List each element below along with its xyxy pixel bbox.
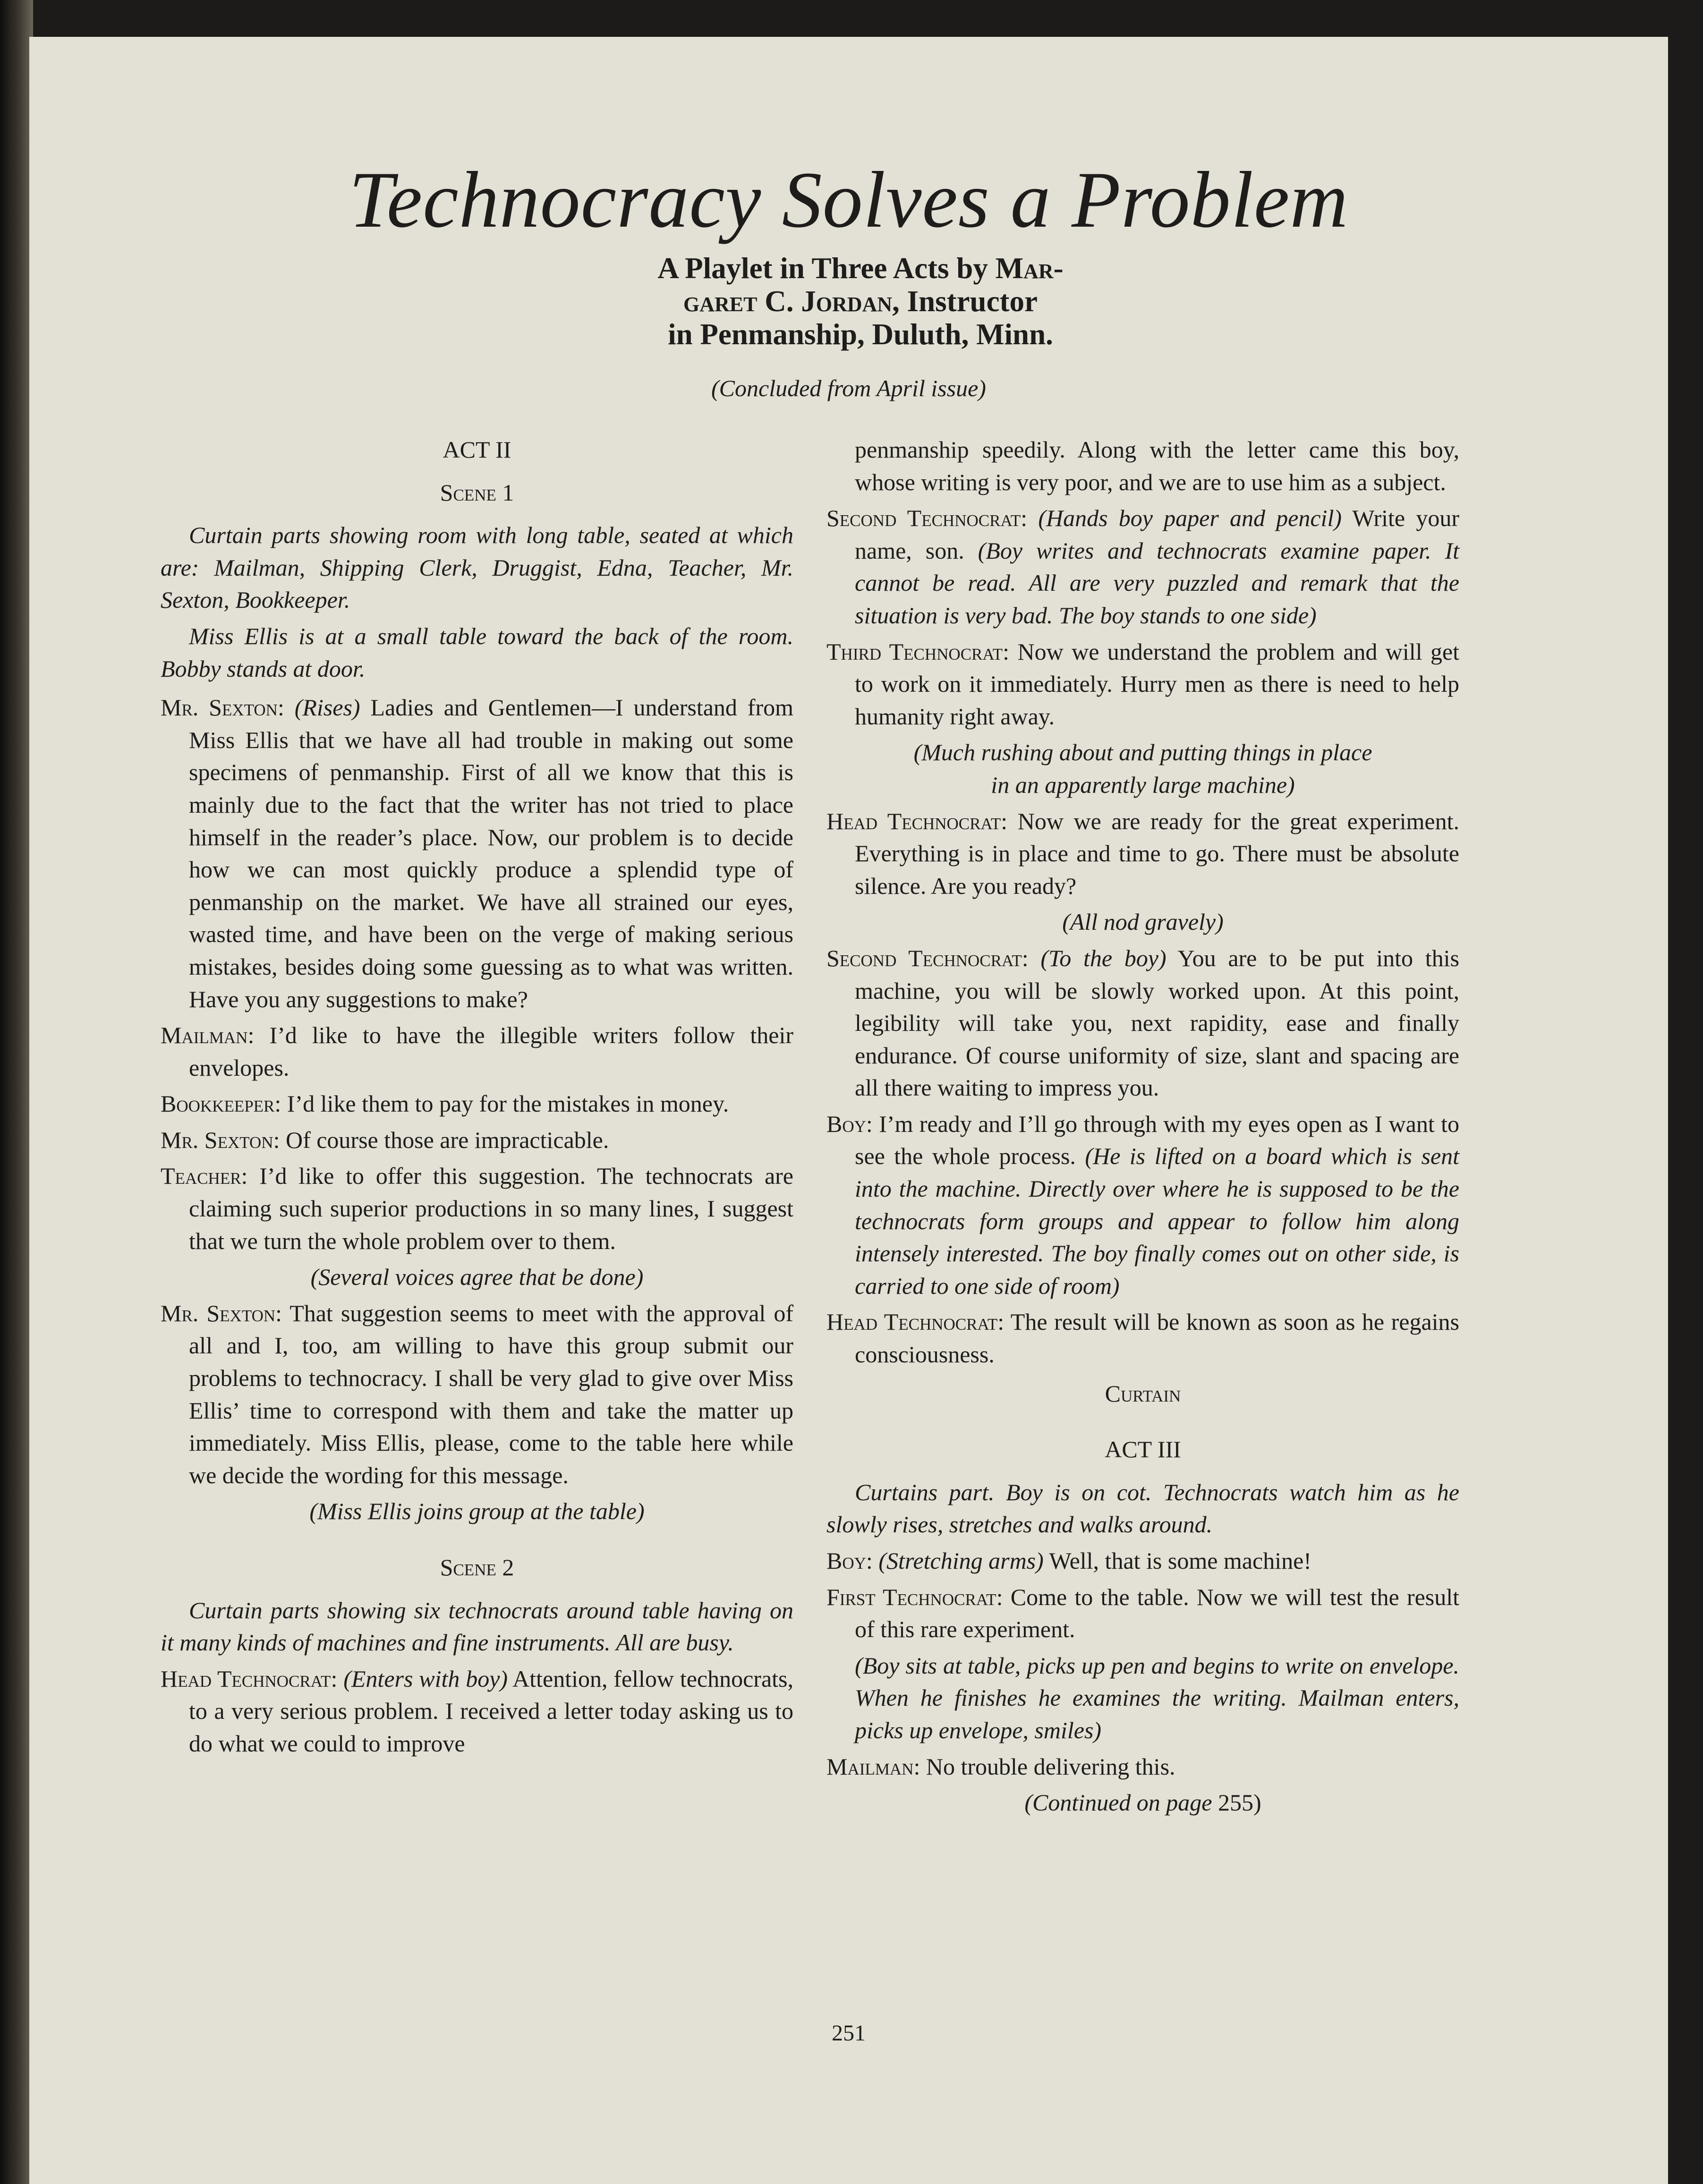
dialogue-line: Mr. Sexton: Of course those are impracticable.: [161, 1126, 609, 1153]
stage-direction: (Much rushing about and putting things in place: [913, 739, 1372, 766]
stage-direction: (He is lifted on a board which is sent into the machine. Directly over where he is supposed to be the technocrats form groups and appear to follow him along intensely interested. The boy finally comes out on other side, is carried to one side of room): [855, 1143, 1459, 1299]
stage-direction: (All nod gravely): [1062, 909, 1224, 935]
book-spine: [0, 0, 33, 2184]
byline-line-3: in Penmanship, Duluth, Minn.: [668, 318, 1053, 351]
byline: [587, 252, 1134, 351]
dialogue-line: Second Technocrat: (To the boy) You are to be put into this machine, you will be slowly worked upon. At this point, legibility will take you, next rapidity, ease and finally endurance. Of course uniformity of size, slant and spacing are all there waiting to impress you.: [826, 944, 1459, 1101]
speaker-name: First Technocrat:: [826, 1583, 1003, 1610]
dialogue-line: Mr. Sexton: (Rises) Ladies and Gentlemen—I understand from Miss Ellis that we have all had trouble in making out some specimens of penmanship. First of all we know that this is mainly due to the fact that the writer has not tried to place himself in the reader’s place. Now, our problem is to decide how we can most quickly produce a splendid type of penmanship on the market. We have all strained our eyes, wasted time, and have been on the verge of making serious mistakes, besides doing some guessing as to what was written. Have you any suggestions to make?: [161, 694, 793, 1012]
dialogue-line: Teacher: I’d like to offer this suggestion. The technocrats are claiming such superior productions in so many lines, I suggest that we turn the whole problem over to them.: [161, 1163, 793, 1254]
speaker-name: Boy:: [826, 1110, 873, 1137]
stage-direction: Curtain parts showing six technocrats around table having on it many kinds of machines and fine instruments. All are busy.: [161, 1597, 793, 1656]
speaker-name: Bookkeeper:: [161, 1090, 281, 1117]
speaker-name: Second Technocrat:: [826, 505, 1028, 532]
byline-line-1: A Playlet in Three Acts by Mar-: [657, 252, 1064, 285]
magazine-page: [29, 37, 1668, 2184]
dialogue-line: Head Technocrat: Now we are ready for the great experiment. Everything is in place and time to go. There must be absolute silence. Are you ready?: [826, 807, 1459, 899]
dialogue-line: Bookkeeper: I’d like them to pay for the mistakes in money.: [161, 1090, 729, 1117]
stage-direction: (Boy writes and technocrats examine paper. It cannot be read. All are very puzzled and remark that the situation is very bad. The boy stands to one side): [855, 537, 1459, 629]
speaker-name: Mailman:: [161, 1022, 255, 1049]
dialogue-line: Mailman: No trouble delivering this.: [826, 1753, 1175, 1780]
byline-line-2: garet C. Jordan, Instructor: [683, 285, 1038, 318]
stage-direction: (To the boy): [1040, 944, 1167, 971]
dialogue-line: Boy: I’m ready and I’ll go through with my eyes open as I want to see the whole process. (He is lifted on a board which is sent into the machine. Directly over where he is supposed to be the technocrats form groups and appear to follow him along intensely interested. The boy finally comes out on other side, is carried to one side of room): [826, 1110, 1459, 1299]
dialogue-line: Second Technocrat: (Hands boy paper and pencil) Write your name, son. (Boy writes and technocrats examine paper. It cannot be read. All are very puzzled and remark that the situation is very bad. The boy stands to one side): [826, 505, 1459, 629]
speaker-name: Head Technocrat:: [161, 1665, 338, 1692]
stage-direction: (Miss Ellis joins group at the table): [309, 1498, 645, 1525]
speaker-name: Teacher:: [161, 1163, 248, 1190]
dialogue-line: Mailman: I’d like to have the illegible writers follow their envelopes.: [161, 1022, 793, 1081]
stage-direction: (Rises): [294, 694, 360, 721]
speaker-name: Mailman:: [826, 1753, 920, 1780]
speaker-name: Mr. Sexton:: [161, 694, 284, 721]
continued-note: (Continued on page 255): [1024, 1789, 1261, 1816]
scene-heading: Scene 1: [440, 479, 514, 506]
stage-direction: (Hands boy paper and pencil): [1038, 505, 1342, 532]
curtain-heading: Curtain: [1105, 1380, 1181, 1407]
stage-direction: (Enters with boy): [343, 1665, 508, 1692]
speaker-name: Head Technocrat:: [826, 807, 1008, 834]
scene-heading: Scene 2: [440, 1554, 514, 1581]
act-heading: ACT III: [1105, 1436, 1181, 1463]
speaker-name: Mr. Sexton:: [161, 1126, 280, 1153]
speaker-name: Mr. Sexton:: [161, 1300, 282, 1326]
stage-direction: Miss Ellis is at a small table toward the back of the room. Bobby stands at door.: [161, 622, 793, 682]
stage-direction: Curtains part. Boy is on cot. Technocrats watch him as he slowly rises, stretches and walks around.: [826, 1479, 1459, 1538]
article-title: Technocracy Solves a Problem: [349, 155, 1349, 244]
dialogue-line: First Technocrat: Come to the table. Now we will test the result of this rare experiment.: [826, 1583, 1460, 1643]
stage-direction: (Several voices agree that be done): [310, 1264, 644, 1291]
dialogue-continuation: penmanship speedily. Along with the letter came this boy, whose writing is very poor, and we are to use him as a subject.: [855, 436, 1459, 495]
right-column: [826, 433, 1459, 1823]
speaker-name: Boy:: [826, 1547, 873, 1574]
dialogue-line: Third Technocrat: Now we understand the problem and will get to work on it immediately. Hurry men as there is need to help humanity right away.: [826, 638, 1459, 730]
stage-direction: Curtain parts showing room with long table, seated at which are: Mailman, Shipping Clerk, Druggist, Edna, Teacher, Mr. Sexton, Bookkeeper.: [161, 522, 793, 613]
act-heading: ACT II: [443, 436, 511, 463]
concluded-note: (Concluded from April issue): [711, 375, 986, 401]
dialogue-line: Head Technocrat: (Enters with boy) Attention, fellow technocrats, to a very serious problem. I received a letter today asking us to do what we could to improve: [161, 1665, 794, 1757]
stage-direction: in an apparently large machine): [991, 771, 1295, 798]
dialogue-line: Mr. Sexton: That suggestion seems to meet with the approval of all and I, too, am willing to have this group submit our problems to technocracy. I shall be very glad to give over Miss Ellis’ time to correspond with them and take the matter up immediately. Miss Ellis, please, come to the table here while we decide the wording for this message.: [161, 1300, 793, 1488]
left-column: [161, 433, 793, 1764]
stage-direction: (Boy sits at table, picks up pen and begins to write on envelope. When he finishes he examines the writing. Mailman enters, picks up envelope, smiles): [855, 1652, 1459, 1743]
speaker-name: Head Technocrat:: [826, 1309, 1005, 1335]
speaker-name: Third Technocrat:: [826, 638, 1010, 665]
stage-direction: (Stretching arms): [878, 1547, 1044, 1574]
dialogue-line: Boy: (Stretching arms) Well, that is some machine!: [826, 1547, 1311, 1574]
speaker-name: Second Technocrat:: [826, 944, 1029, 971]
page-number: 251: [832, 2021, 866, 2046]
dialogue-line: Head Technocrat: The result will be known as soon as he regains consciousness.: [826, 1309, 1459, 1368]
